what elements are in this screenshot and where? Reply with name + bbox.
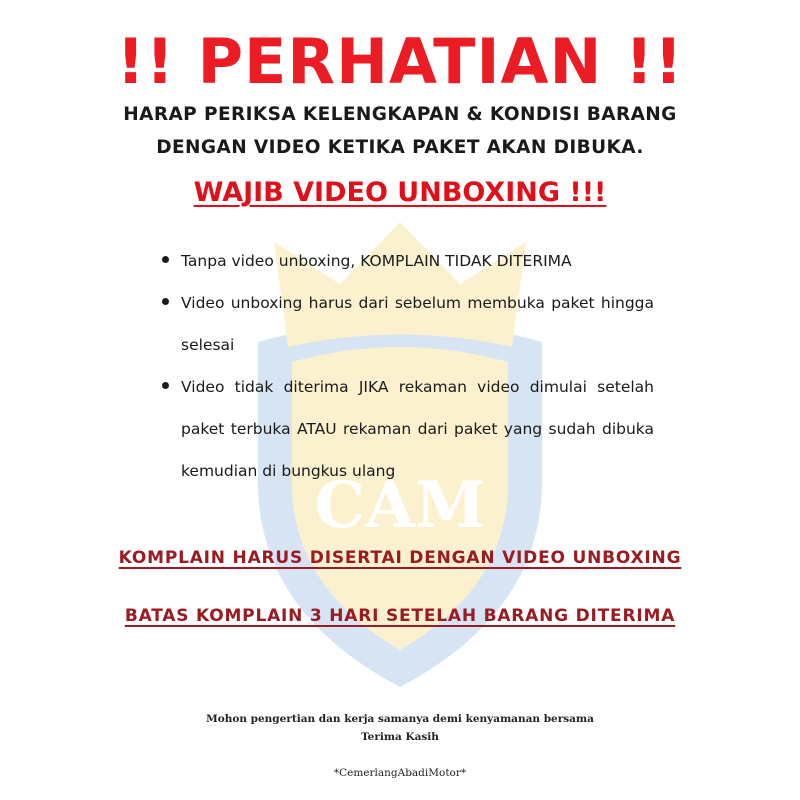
rules-list [160, 240, 654, 492]
rule-item: Video unboxing harus dari sebelum membuka paket hingga selesai [160, 282, 654, 366]
footer-message: Mohon pengertian dan kerja samanya demi kenyamanan bersama [206, 713, 594, 725]
watermark-text: CAM [314, 468, 486, 543]
notice-complaint-requirement: KOMPLAIN HARUS DISERTAI DENGAN VIDEO UNBOXING [118, 548, 682, 568]
footer-signature: *CemerlangAbadiMotor* [333, 767, 467, 779]
rule-item: Video tidak diterima JIKA rekaman video dimulai setelah paket terbuka ATAU rekaman dari paket yang sudah dibuka kemudian di bungkus ulang [160, 366, 654, 492]
warning-heading: WAJIB VIDEO UNBOXING !!! [193, 177, 607, 208]
subtitle-line-2: DENGAN VIDEO KETIKA PAKET AKAN DIBUKA. [156, 137, 644, 158]
rule-item: Tanpa video unboxing, KOMPLAIN TIDAK DITERIMA [160, 240, 654, 282]
footer-thanks: Terima Kasih [361, 731, 439, 743]
subtitle-line-1: HARAP PERIKSA KELENGKAPAN & KONDISI BARANG [123, 104, 677, 125]
notice-complaint-deadline: BATAS KOMPLAIN 3 HARI SETELAH BARANG DITERIMA [124, 606, 676, 626]
page-title: !! PERHATIAN !! [116, 25, 684, 98]
